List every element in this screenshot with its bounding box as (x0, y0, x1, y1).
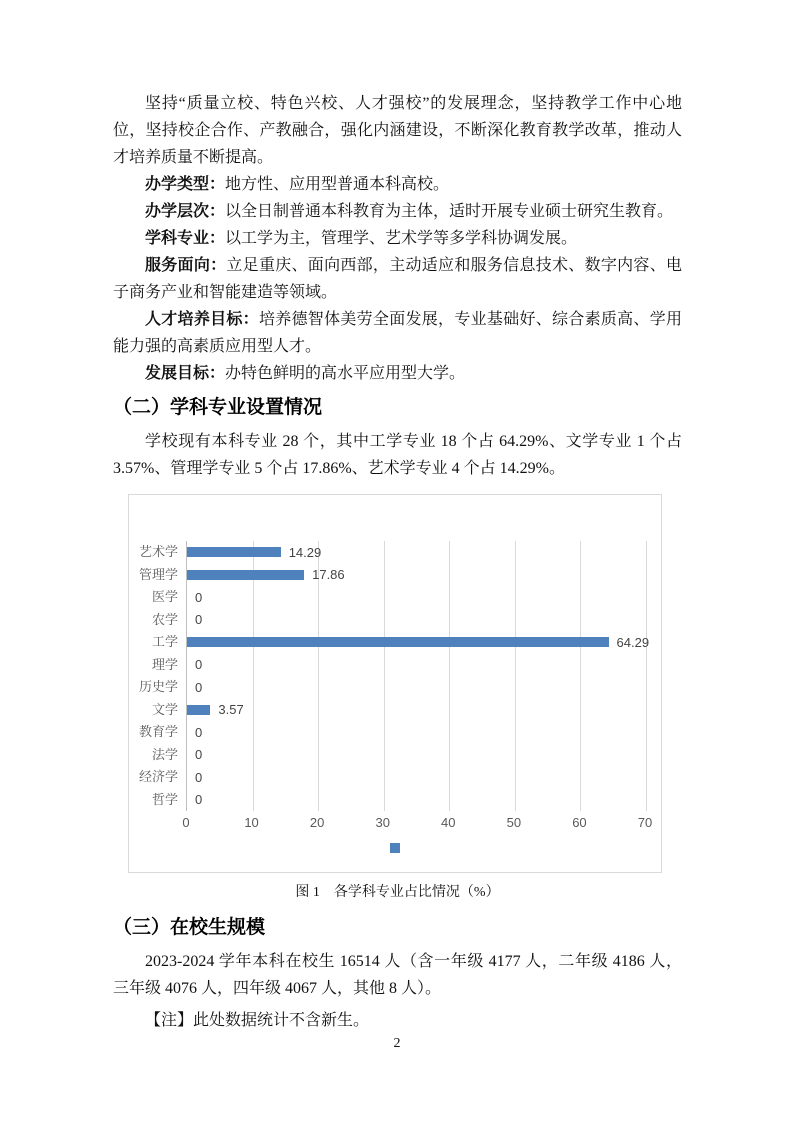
x-tick-label: 50 (506, 815, 522, 830)
bar-value-label: 0 (195, 679, 203, 695)
field-item-talent-goal (113, 306, 682, 360)
bar (187, 705, 210, 715)
bar (187, 547, 281, 557)
x-tick-label: 0 (182, 815, 190, 830)
field-value: 办特色鲜明的高水平应用型大学。 (225, 365, 466, 382)
field-item-disciplines (113, 225, 682, 252)
chart-plot (186, 541, 650, 811)
bar-value-label: 0 (195, 724, 203, 740)
field-label: 办学类型： (145, 176, 226, 193)
category-label: 管理学 (138, 566, 178, 582)
bar-value-label: 0 (195, 657, 203, 673)
category-label: 法学 (151, 746, 178, 762)
field-item-dev-goal (113, 360, 682, 387)
bar-row (187, 721, 646, 744)
category-label: 文学 (151, 701, 178, 717)
field-value: 立足重庆、面向西部，主动适应和服务信息技术、数字内容、电子商务产业和智能建造等领域。 (113, 257, 682, 301)
bar-chart (128, 494, 662, 873)
category-label: 理学 (151, 656, 178, 672)
bar-row (187, 789, 646, 812)
bar-value-label: 0 (195, 769, 203, 785)
chart-category-axis (129, 541, 186, 811)
bar-row (187, 586, 646, 609)
x-tick-label: 60 (572, 815, 587, 830)
field-label: 服务面向： (145, 257, 227, 274)
field-label: 办学层次： (145, 203, 226, 220)
category-label: 教育学 (138, 724, 178, 739)
section-heading-3: （三）在校生规模 (113, 917, 266, 938)
field-value: 以全日制普通本科教育为主体，适时开展专业硕士研究生教育。 (225, 203, 674, 220)
note-paragraph: 【注】此处数据统计不含新生。 (145, 1012, 370, 1029)
bar (187, 570, 304, 580)
x-tick-label: 10 (244, 815, 259, 830)
section-heading-2: （二）学科专业设置情况 (113, 397, 323, 418)
field-label: 发展目标： (145, 365, 226, 382)
category-label: 历史学 (138, 679, 178, 694)
category-label: 医学 (151, 589, 178, 604)
bar (187, 637, 609, 647)
x-tick-label: 20 (309, 815, 325, 830)
field-value: 地方性、应用型普通本科高校。 (225, 176, 450, 193)
bar-row (187, 541, 646, 564)
bar-row (187, 699, 646, 722)
x-tick-label: 30 (375, 815, 390, 830)
section3-paragraph: 2023-2024 学年本科在校生 16514 人（含一年级 4177 人，二年级 4186 人，三年级 4076 人，四年级 4067 人，其他 8 人）。 (113, 953, 682, 997)
bar-row (187, 631, 650, 654)
chart-legend (129, 843, 661, 853)
section2-paragraph: 学校现有本科专业 28 个，其中工学专业 18 个占 64.29%、文学专业 1 个占 3.57%、管理学专业 5 个占 17.86%、艺术学专业 4 个占 14.29%。 (113, 433, 682, 477)
bar-row (187, 564, 646, 587)
intro-paragraph: 坚持“质量立校、特色兴校、人才强校”的发展理念，坚持教学工作中心地位，坚持校企合作、产教融合，强化内涵建设，不断深化教育教学改革，推动人才培养质量不断提高。 (113, 95, 682, 166)
bar-row (187, 654, 646, 677)
field-value: 培养德智体美劳全面发展，专业基础好、综合素质高、学用能力强的高素质应用型人才。 (113, 311, 682, 355)
category-label: 农学 (151, 611, 178, 627)
category-label: 工学 (151, 634, 178, 649)
category-label: 经济学 (138, 769, 178, 784)
field-label: 学科专业： (145, 230, 226, 247)
page-number: 2 (393, 1036, 401, 1051)
chart-plot-area (129, 541, 661, 811)
chart-value-axis (182, 811, 653, 831)
x-tick-label: 70 (637, 815, 653, 830)
x-tick-label: 40 (441, 815, 456, 830)
category-label: 艺术学 (138, 544, 178, 559)
field-item-service (113, 252, 682, 306)
bar-value-label: 64.29 (616, 634, 650, 650)
bar-value-label: 0 (195, 612, 203, 628)
field-value: 以工学为主，管理学、艺术学等多学科协调发展。 (225, 230, 578, 247)
bar-row (187, 744, 646, 767)
field-item-type (113, 171, 682, 198)
bar-value-label: 17.86 (312, 567, 345, 583)
bar-value-label: 14.29 (288, 544, 322, 560)
bar-row (187, 766, 646, 789)
bar-value-label: 0 (195, 747, 203, 763)
figure-caption: 图 1 各学科专业占比情况（%） (295, 885, 500, 900)
bar-row (187, 609, 646, 632)
bar-value-label: 0 (195, 792, 203, 808)
bar-value-label: 3.57 (218, 702, 244, 718)
legend-series-marker-icon (390, 843, 400, 853)
field-label: 人才培养目标： (145, 311, 259, 328)
category-label: 哲学 (151, 791, 178, 807)
field-item-level (113, 198, 682, 225)
bar-row (187, 676, 646, 699)
bar-value-label: 0 (195, 589, 203, 605)
gridline (646, 541, 647, 811)
